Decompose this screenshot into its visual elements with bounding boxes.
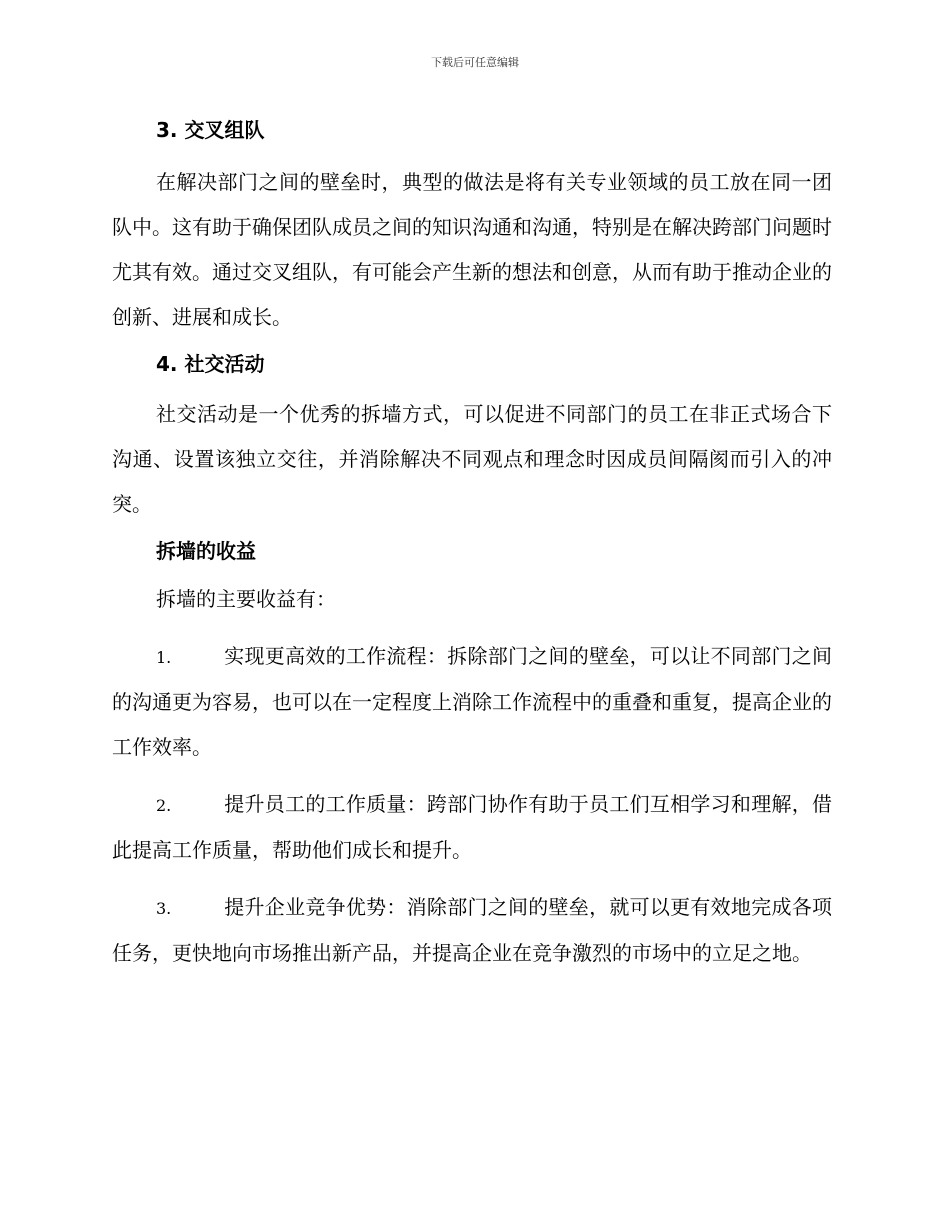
section-heading-benefits: 拆墙的收益 <box>156 539 256 563</box>
page-header: 下载后可任意编辑 <box>431 56 519 69</box>
list-item <box>112 885 832 976</box>
list-item <box>112 634 832 770</box>
list-item-text: 提升员工的工作质量：跨部门协作有助于员工们互相学习和理解，借此提高工作质量，帮助他们成长和提升。 <box>112 792 832 862</box>
list-item-number: 3. <box>156 899 172 918</box>
list-item-number: 1. <box>156 648 172 667</box>
list-item-number: 2. <box>156 796 172 815</box>
list-item-text: 实现更高效的工作流程：拆除部门之间的壁垒，可以让不同部门之间的沟通更为容易，也可以在一定程度上消除工作流程中的重叠和重复，提高企业的工作效率。 <box>112 644 832 759</box>
benefits-intro: 拆墙的主要收益有： <box>156 587 336 611</box>
list-item <box>112 782 832 873</box>
section-paragraph-social: 社交活动是一个优秀的拆墙方式，可以促进不同部门的员工在非正式场合下沟通、设置该独立交往，并消除解决不同观点和理念时因成员间隔阂而引入的冲突。 <box>112 402 832 516</box>
section-heading-cross-team: 3. 交叉组队 <box>156 118 265 142</box>
document-body <box>112 110 832 976</box>
list-item-text: 提升企业竞争优势：消除部门之间的壁垒，就可以更有效地完成各项任务，更快地向市场推出新产品，并提高企业在竞争激烈的市场中的立足之地。 <box>112 895 832 965</box>
section-heading-social: 4. 社交活动 <box>156 352 265 376</box>
section-paragraph-cross-team: 在解决部门之间的壁垒时，典型的做法是将有关专业领域的员工放在同一团队中。这有助于确保团队成员之间的知识沟通和沟通，特别是在解决跨部门问题时尤其有效。通过交叉组队，有可能会产生新的想法和创意，从而有助于推动企业的创新、进展和成长。 <box>112 170 832 329</box>
